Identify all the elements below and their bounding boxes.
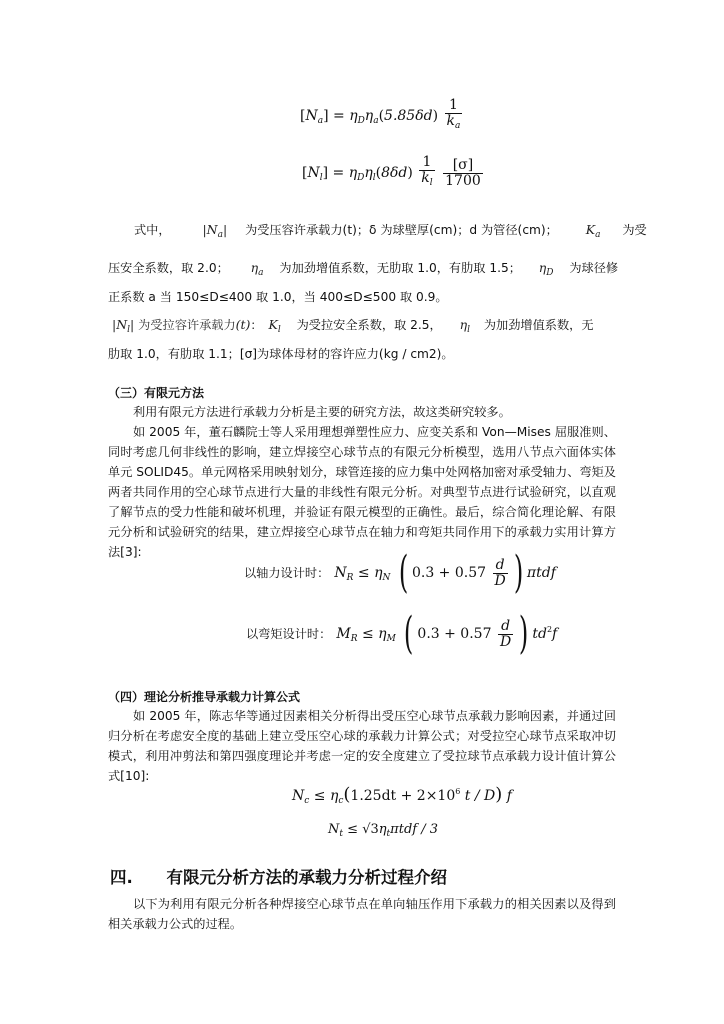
defs-l1-a: 式中，: [134, 223, 171, 237]
defs-l1-b: 为受压容许承载力(t)；δ 为球壁厚(cm)；d 为管径(cm)；: [245, 223, 558, 237]
eq5-rel: ≤: [313, 788, 326, 804]
eq6-tail: πtdf / 3: [390, 822, 438, 837]
chapter4-heading-text: 有限元分析方法的承载力分析过程介绍: [166, 868, 448, 887]
eq1-num: 1: [448, 97, 458, 113]
equation-6: [328, 822, 438, 839]
eq5-eta-sub: c: [338, 796, 344, 806]
defs-l5: 肋取 1.0，有肋取 1.1；[σ]为球体母材的容许应力(kg / cm2)。: [108, 347, 454, 361]
defs-sym-kl-main: K: [268, 317, 278, 332]
eq6-body: √3: [362, 822, 379, 837]
defs-l4-b: 为受拉安全系数，取 2.5，: [296, 318, 442, 332]
defs-l4-t: (t): [235, 317, 251, 332]
chapter4-p1: 以下为利用有限元分析各种焊接空心球节点在单向轴压作用下承载力的相关因素以及得到相关承载力公式的过程。: [108, 897, 616, 931]
eq1-eta-d-sub: D: [357, 116, 365, 126]
eq1-lhs-sub: a: [317, 116, 324, 126]
defs-sym-nl-main: N: [116, 317, 128, 332]
eq1-eta-a-sub: a: [373, 116, 379, 126]
equation-2: $[N_l] = \eta_D\eta_l(8\delta d)$ $\frac{1}{k_l}$ $\frac{[\sigma]}{1700}$: [302, 155, 485, 191]
section3-p2: 如 2005 年，董石麟院士等人采用理想弹塑性应力、应变关系和 Von—Mises 屈服准则、同时考虑几何非线性的影响，建立焊接空心球节点的有限元分析模型，选用八节点六面体实体单元 SOLID45。单元网格采用映射划分，球管连接的应力集中处网格加密对承受轴力、弯矩及两者共同作用的空心球节点进行大量的非线性有限元分析。对典型节点进行试验研究，以直观了解节点的受力性能和破坏机理，并验证有限元模型的正确性。最后，综合简化理论解、有限元分析和试验研究的结果，建立焊接空心球节点在轴力和弯矩共同作用下的承载力实用计算方法[3]:: [108, 425, 616, 559]
eq3-lparen: (: [398, 547, 409, 598]
eq1-eta-d: η: [349, 108, 358, 124]
defs-line-1: [134, 222, 647, 243]
eq5-lhs-sub: c: [304, 796, 310, 806]
eq2-eta-d-sub: D: [357, 173, 365, 183]
section3-p1: 利用有限元方法进行承载力分析是主要的研究方法，故这类研究较多。: [133, 405, 511, 419]
eq2-eta-l-sub: l: [372, 173, 376, 183]
defs-line-5: [108, 346, 454, 362]
eq1-den-k: k: [446, 113, 455, 129]
eq3-eta: η: [374, 565, 383, 581]
section4-heading: （四）理论分析推导承载力计算公式: [108, 690, 301, 704]
eq4-lhs: M: [336, 626, 351, 642]
eq4-fraction: [498, 619, 513, 650]
eq1-den-sub: a: [455, 121, 461, 131]
defs-l4-a: 为受拉容许承载力: [138, 318, 236, 332]
equation-4: [246, 608, 558, 659]
eq4-tail-a: td: [532, 626, 547, 642]
eq6-eta: η: [378, 822, 387, 837]
eq1-lhs: N: [305, 108, 318, 124]
eq5-lhs: N: [292, 788, 305, 804]
eq2-fraction-1: [419, 155, 434, 191]
defs-sym-na-sub: a: [217, 230, 223, 240]
eq1-body: 5.85δd: [384, 108, 433, 124]
eq6-lhs-sub: t: [339, 829, 343, 839]
defs-sym-eta-a-main: η: [250, 260, 259, 275]
defs-sym-eta-l-sub: l: [467, 325, 470, 335]
eq6-eta-sub: t: [386, 829, 391, 839]
eq1-fraction: [445, 98, 463, 134]
eq2-num2: [σ]: [452, 156, 474, 173]
eq5-tail: f: [506, 788, 512, 804]
chapter4-heading: [110, 864, 447, 888]
defs-sym-eta-a: [250, 260, 264, 278]
eq2-eta-d: η: [348, 165, 358, 181]
defs-sym-nl: $|N_l|$: [112, 317, 135, 335]
equation-5: $N_c \le \eta_c(1.25dt + 2\times 10^6$ t / D) f: [292, 784, 512, 806]
defs-sym-k-sub: a: [595, 230, 601, 240]
eq4-c1: 0.3 + 0.57: [417, 626, 492, 642]
eq2-den1-sub: l: [429, 178, 433, 188]
defs-l1-c: 为受: [622, 223, 647, 237]
equation-1: $[N_a] = \eta_D\eta_a(5.85\delta d)$ $\frac{1}{k_a}$: [300, 98, 464, 134]
eq3-den: D: [494, 572, 506, 589]
defs-sym-eta-a-sub: a: [258, 268, 264, 278]
defs-sym-eta-l-main: η: [459, 317, 468, 332]
defs-sym-eta-d: [538, 260, 554, 278]
defs-l4-c: 为加劲增值系数，无: [483, 318, 594, 332]
eq3-lhs: N: [334, 565, 347, 581]
defs-sym-eta-l: [459, 317, 470, 335]
eq4-lparen: (: [404, 608, 414, 659]
eq2-eta-l: η: [364, 165, 373, 181]
defs-sym-na: $|N_a|$: [202, 222, 228, 240]
eq2-lhs-sub: l: [319, 173, 323, 183]
defs-l3: 正系数 a 当 150≤D≤400 取 1.0，当 400≤D≤500 取 0.9。: [108, 290, 448, 304]
equation-3: [244, 547, 556, 598]
eq3-eta-sub: N: [382, 573, 391, 583]
eq3-rparen: ): [513, 547, 524, 598]
defs-sym-k-main: K: [585, 222, 596, 237]
eq3-num: d: [495, 556, 505, 573]
eq5-body-b: t / D: [460, 788, 496, 804]
eq6-lhs: N: [328, 822, 340, 837]
eq6-rel: ≤: [347, 822, 359, 837]
eq1-eta-a: η: [364, 108, 374, 124]
defs-line-3: [108, 289, 448, 305]
section3-heading: （三）有限元方法: [108, 386, 205, 400]
defs-sym-k: [585, 222, 601, 240]
defs-l4-sep: ：: [250, 318, 263, 332]
defs-sym-na-main: N: [206, 222, 218, 237]
eq5-body-a: 1.25dt + 2×10: [350, 788, 456, 804]
section4-p1: 如 2005 年，陈志华等通过因素相关分析得出受压空心球节点承载力影响因素，并通过回归分析在考虑安全度的基础上建立受压空心球的承载力计算公式；对受拉空心球节点采取冲切模式，利用冲剪法和第四强度理论并考虑一定的安全度建立了受拉球节点承载力设计值计算公式[10]:: [108, 709, 616, 783]
eq2-fraction-2: [443, 158, 483, 189]
eq4-eta: η: [378, 626, 387, 642]
defs-sym-eta-d-sub: D: [546, 268, 554, 278]
eq3-c1: 0.3 + 0.57: [411, 565, 487, 581]
eq4-num: d: [501, 617, 511, 634]
eq3-fraction: [493, 558, 508, 589]
defs-line-2: [108, 260, 618, 281]
eq4-den: D: [499, 633, 512, 650]
eq3-lhs-sub: R: [346, 573, 354, 583]
eq4-tail-b: f: [552, 626, 558, 642]
defs-line-4: [112, 317, 594, 338]
eq4-eta-sub: M: [386, 634, 396, 644]
eq4-label: 以弯矩设计时：: [246, 627, 332, 641]
eq2-lhs: N: [307, 165, 320, 181]
defs-sym-kl: [268, 317, 281, 335]
defs-l2-b: 为加劲增值系数，无肋取 1.0，有肋取 1.5；: [279, 261, 521, 275]
defs-sym-eta-d-main: η: [538, 260, 547, 275]
eq3-rel: ≤: [357, 565, 370, 581]
eq4-rparen: ): [519, 608, 529, 659]
eq4-rel: ≤: [361, 626, 374, 642]
eq5-eta: η: [329, 788, 339, 804]
eq2-num1: 1: [422, 154, 432, 170]
defs-sym-kl-sub: l: [277, 325, 281, 335]
defs-l2-a: 压安全系数，取 2.0；: [108, 261, 229, 275]
eq4-lhs-sub: R: [350, 634, 358, 644]
eq2-body: 8δd: [381, 165, 408, 181]
eq3-label: 以轴力设计时：: [244, 566, 330, 580]
defs-sym-nl-sub: l: [127, 325, 131, 335]
defs-l2-c: 为球径修: [569, 261, 619, 275]
eq4-tail-sup: 2: [546, 625, 553, 634]
chapter4-heading-num: 四.: [110, 868, 133, 887]
eq3-tail: πtdf: [526, 565, 556, 581]
eq2-den2: 1700: [445, 172, 481, 189]
eq5-body-sup: 6: [455, 787, 461, 796]
eq2-den1-k: k: [421, 170, 430, 186]
